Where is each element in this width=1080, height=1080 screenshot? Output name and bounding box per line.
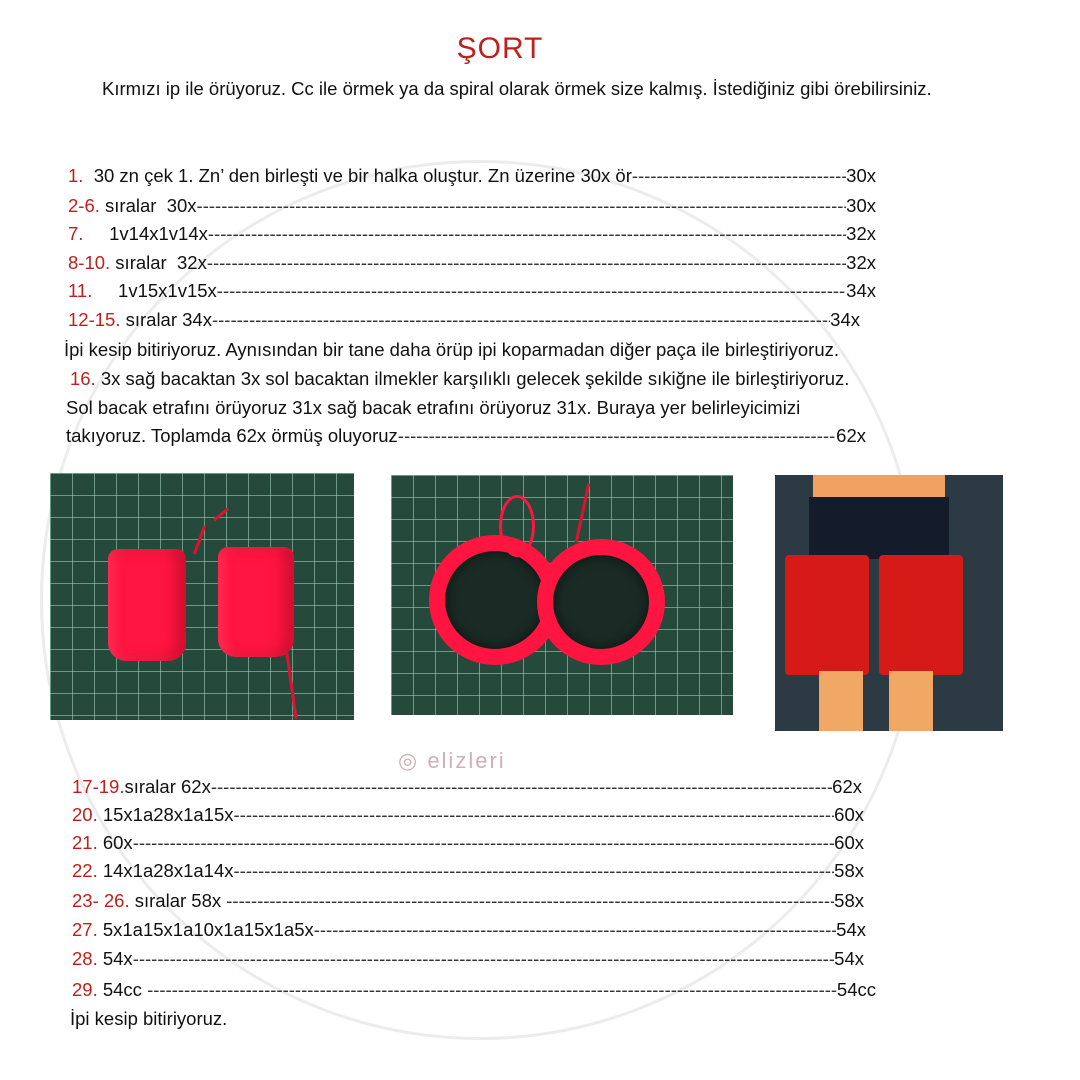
row-total: 62x (832, 776, 862, 797)
pattern-row (72, 947, 864, 971)
dash-leader (211, 775, 832, 799)
step-16-text: takıyoruz. Toplamda 62x örmüş oluyoruz (66, 425, 398, 446)
dash-leader (632, 164, 846, 188)
row-text: 1v14x1v14x (83, 223, 208, 244)
pattern-row (72, 889, 864, 913)
pattern-row (72, 831, 864, 855)
row-number: 20. (72, 804, 98, 825)
row-total: 54x (836, 919, 866, 940)
pattern-row (68, 251, 876, 275)
row-number: 1. (68, 165, 84, 186)
row-total: 32x (846, 252, 876, 273)
row-number: 12-15. (68, 309, 121, 330)
dash-leader (207, 251, 846, 275)
row-number: 8-10. (68, 252, 111, 273)
row-text: sıralar 62x (124, 776, 211, 797)
dash-leader (208, 222, 846, 246)
row-total: 60x (834, 804, 864, 825)
dash-leader (147, 978, 837, 1002)
row-text: 15x1a28x1a15x (97, 804, 234, 825)
photo-joined-rings (391, 475, 733, 715)
step-16-line-3 (66, 424, 866, 448)
page-title: ŞORT (456, 32, 544, 65)
row-total: 30x (846, 195, 876, 216)
row-number: 29. (72, 979, 98, 1000)
outro-paragraph: İpi kesip bitiriyoruz. (70, 1008, 228, 1029)
row-total: 62x (836, 425, 866, 446)
pattern-row (72, 978, 876, 1002)
pattern-row (68, 279, 876, 303)
pattern-row (68, 164, 876, 188)
step-16-line-2: Sol bacak etrafını örüyoruz 31x sağ bacak etrafını örüyoruz 31x. Buraya yer belirleyicimizi (66, 397, 801, 418)
pattern-row (68, 194, 876, 218)
row-text: 54cc (97, 979, 148, 1000)
row-number: 27. (72, 919, 98, 940)
finish-paragraph: İpi kesip bitiriyoruz. Aynısından bir tane daha örüp ipi koparmadan diğer paça ile birleştiriyoruz. (64, 339, 840, 360)
row-total: 60x (834, 832, 864, 853)
row-number: 22. (72, 860, 98, 881)
row-text: sıralar 34x (120, 309, 212, 330)
row-number: 17-19. (72, 776, 125, 797)
dash-leader (217, 279, 846, 303)
watermark-label: elizleri (427, 748, 506, 773)
dash-leader (234, 803, 835, 827)
row-text: 30 zn çek 1. Zn’ den birleşti ve bir halka oluştur. Zn üzerine 30x ör (83, 165, 632, 186)
row-total: 34x (846, 280, 876, 301)
row-total: 32x (846, 223, 876, 244)
dash-leader (226, 889, 834, 913)
pattern-row (68, 222, 876, 246)
pattern-row (72, 803, 864, 827)
row-total: 30x (846, 165, 876, 186)
row-text: 5x1a15x1a10x1a15x1a5x (97, 919, 314, 940)
dash-leader (314, 918, 836, 942)
dash-leader (133, 947, 834, 971)
row-number: 23- 26. (72, 890, 130, 911)
pattern-row (68, 308, 860, 332)
watermark-handle: ◎ elizleri (398, 748, 506, 773)
pattern-row (72, 775, 862, 799)
row-text: sıralar 58x (129, 890, 227, 911)
row-total: 34x (830, 309, 860, 330)
dash-leader (234, 859, 835, 883)
row-number: 16. (70, 368, 96, 389)
row-total: 58x (834, 860, 864, 881)
step-16-text: 3x sağ bacaktan 3x sol bacaktan ilmekler karşılıklı gelecek şekilde sıkiğne ile birleştiriyoruz. (95, 368, 850, 389)
row-number: 21. (72, 832, 98, 853)
pattern-row (72, 918, 866, 942)
dash-leader (197, 194, 847, 218)
row-number: 11. (68, 280, 93, 301)
pattern-row (72, 859, 864, 883)
row-total: 58x (834, 890, 864, 911)
row-number: 28. (72, 948, 98, 969)
dash-leader (133, 831, 834, 855)
row-number: 2-6. (68, 195, 100, 216)
row-text: sıralar 30x (99, 195, 197, 216)
dash-leader (398, 424, 836, 448)
step-16-line-1 (70, 366, 849, 392)
row-total: 54cc (836, 979, 876, 1000)
photo-doll-shorts (775, 475, 1003, 731)
row-text: 60x (97, 832, 133, 853)
row-text: sıralar 32x (110, 252, 207, 273)
photo-two-legs (50, 473, 354, 720)
intro-paragraph: Kırmızı ip ile örüyoruz. Cc ile örmek ya da spiral olarak örmek size kalmış. İstediğiniz gibi örebilirsiniz. (102, 78, 932, 99)
row-text: 54x (97, 948, 133, 969)
dash-leader (212, 308, 830, 332)
row-text: 1v15x1v15x (92, 280, 217, 301)
row-total: 54x (834, 948, 864, 969)
row-text: 14x1a28x1a14x (97, 860, 234, 881)
row-number: 7. (68, 223, 84, 244)
